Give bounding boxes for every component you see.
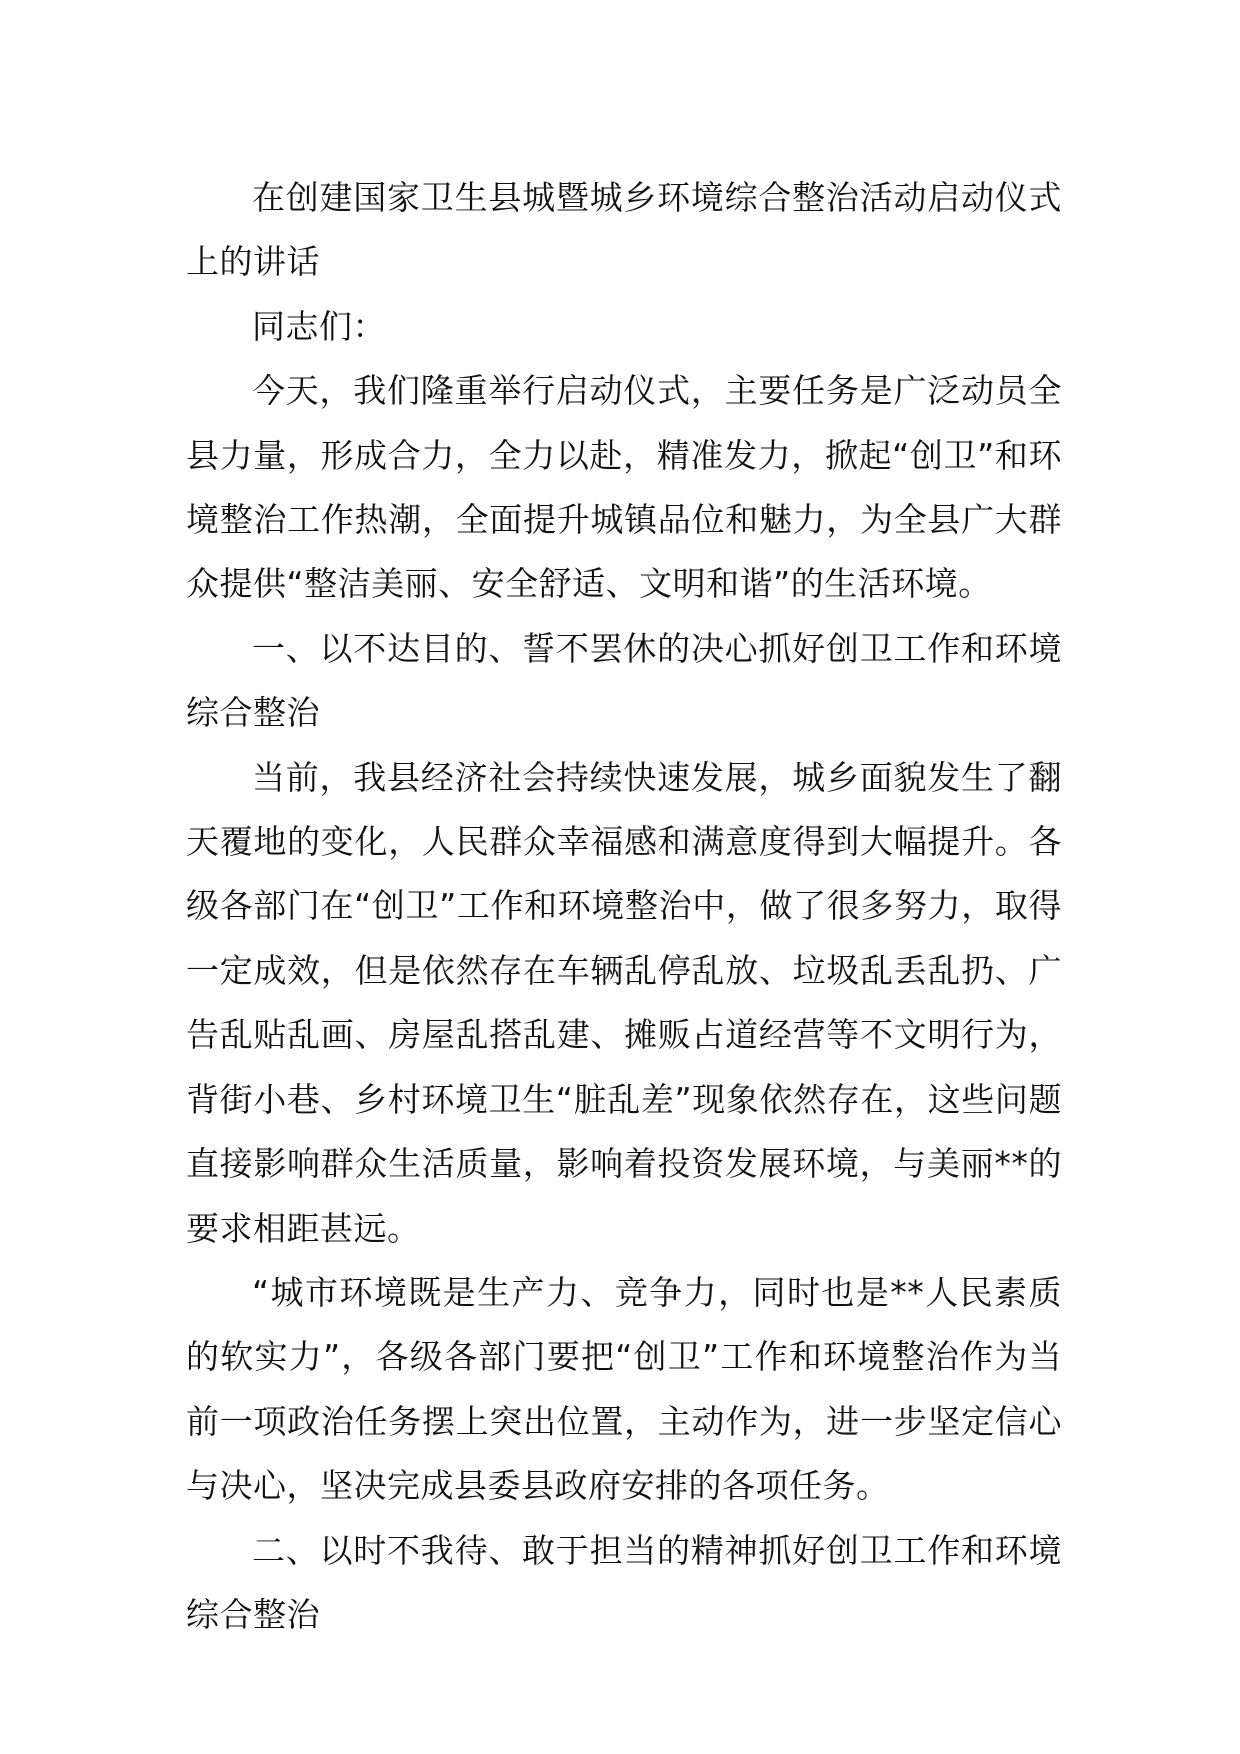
section-heading-1: 一、以不达目的、誓不罢休的决心抓好创卫工作和环境综合整治 [186,628,1062,733]
paragraph-opening: 今天，我们隆重举行启动仪式，主要任务是广泛动员全县力量，形成合力，全力以赴，精准发力，掀起“创卫”和环境整治工作热潮，全面提升城镇品位和魅力，为全县广大群众提供“整洁美丽、安全舒适、文明和谐”的生活环境。 [186,371,1062,604]
paragraph-city-environment: “城市环境既是生产力、竞争力，同时也是**人民素质的软实力”，各级各部门要把“创卫”工作和环境整治作为当前一项政治任务摆上突出位置，主动作为，进一步坚定信心与决心，坚决完成县委县政府安排的各项任务。 [186,1272,1062,1506]
paragraph-current-situation: 当前，我县经济社会持续快速发展，城乡面貌发生了翻天覆地的变化，人民群众幸福感和满意度得到大幅提升。各级各部门在“创卫”工作和环境整治中，做了很多努力，取得一定成效，但是依然存在车辆乱停乱放、垃圾乱丢乱扔、广告乱贴乱画、房屋乱搭乱建、摊贩占道经营等不文明行为，背街小巷、乡村环境卫生“脏乱差”现象依然存在，这些问题直接影响群众生活质量，影响着投资发展环境，与美丽**的要求相距甚远。 [186,757,1062,1248]
salutation: 同志们： [252,306,386,346]
document-body [186,166,1062,1647]
document-title: 在创建国家卫生县城暨城乡环境综合整治活动启动仪式上的讲话 [186,178,1062,282]
section-heading-2: 二、以时不我待、敢于担当的精神抓好创卫工作和环境综合整治 [186,1530,1062,1634]
